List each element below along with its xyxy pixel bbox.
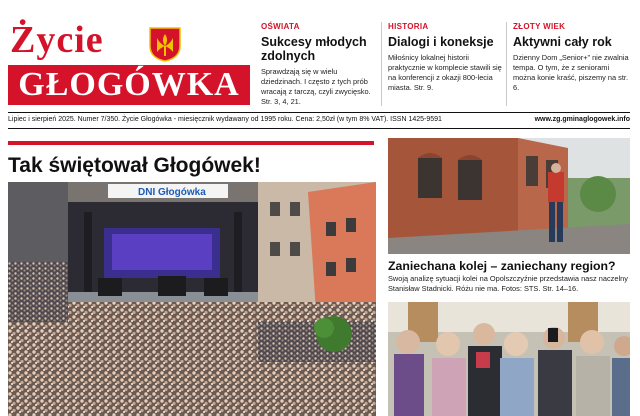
teaser-education[interactable] <box>255 22 375 106</box>
masthead-top <box>8 20 250 60</box>
teaser-headline: Dialogi i koneksje <box>388 35 494 49</box>
teaser-headline: Sukcesy młodych zdolnych <box>261 35 367 63</box>
masthead <box>8 20 250 106</box>
teaser-body: Miłośnicy lokalnej historii praktycznie w komplecie stawili się na konferencji z okazji 800-lecia miasta. Str. 9. <box>388 53 502 92</box>
coat-of-arms-icon <box>148 26 182 62</box>
website-link[interactable]: www.zg.gminaglogowek.info <box>534 116 630 123</box>
second-story-headline[interactable]: Zaniechana kolej – zaniechany region? <box>388 259 616 273</box>
teaser-body: Dzienny Dom „Senior+” nie zwalnia tempa. O tym, że z seniorami można konie kraść, piszemy na str. 6. <box>513 53 629 92</box>
main-story-rule <box>8 141 374 145</box>
teaser-category: ZŁOTY WIEK <box>513 22 566 31</box>
concert-crowd-photo[interactable] <box>8 182 376 416</box>
divider-bottom <box>8 128 630 129</box>
teaser-category: HISTORIA <box>388 22 429 31</box>
masthead-red-bar <box>8 65 250 105</box>
issue-info-text: Lipiec i sierpień 2025. Numer 7/350. Życie Głogówka - miesięcznik wydawany od 1995 roku. Cena: 2,50zł (w tym 8% VAT). ISSN 1425-9591 <box>8 116 442 123</box>
seniors-crowd-photo[interactable] <box>388 302 630 416</box>
issue-info-strip <box>8 114 630 126</box>
teaser-body: Sprawdzają się w wielu dziedzinach. I często z tych prób wracają z tarczą, czyli zwycięsko. Str. 3, 4, 21. <box>261 67 371 106</box>
stage-banner-text: DNI Głogówka <box>138 187 206 198</box>
second-story-body: Swoją analizę sytuacji kolei na Opolszczyźnie przedstawia nasz naczelny Stanisław Stadnicki. Różu nie ma. Fotos: STS. Str. 14–16. <box>388 274 628 293</box>
teaser-category: OŚWIATA <box>261 22 300 31</box>
railway-station-photo[interactable] <box>388 138 630 254</box>
teaser-headline: Aktywni cały rok <box>513 35 612 49</box>
masthead-title-line1: Życie <box>10 19 104 61</box>
masthead-title-line2: GŁOGÓWKA <box>18 66 240 103</box>
main-story-headline[interactable]: Tak świętował Głogówek! <box>8 154 261 177</box>
teaser-history[interactable] <box>381 22 503 106</box>
teaser-golden-age[interactable] <box>506 22 630 106</box>
divider-top <box>8 112 630 113</box>
